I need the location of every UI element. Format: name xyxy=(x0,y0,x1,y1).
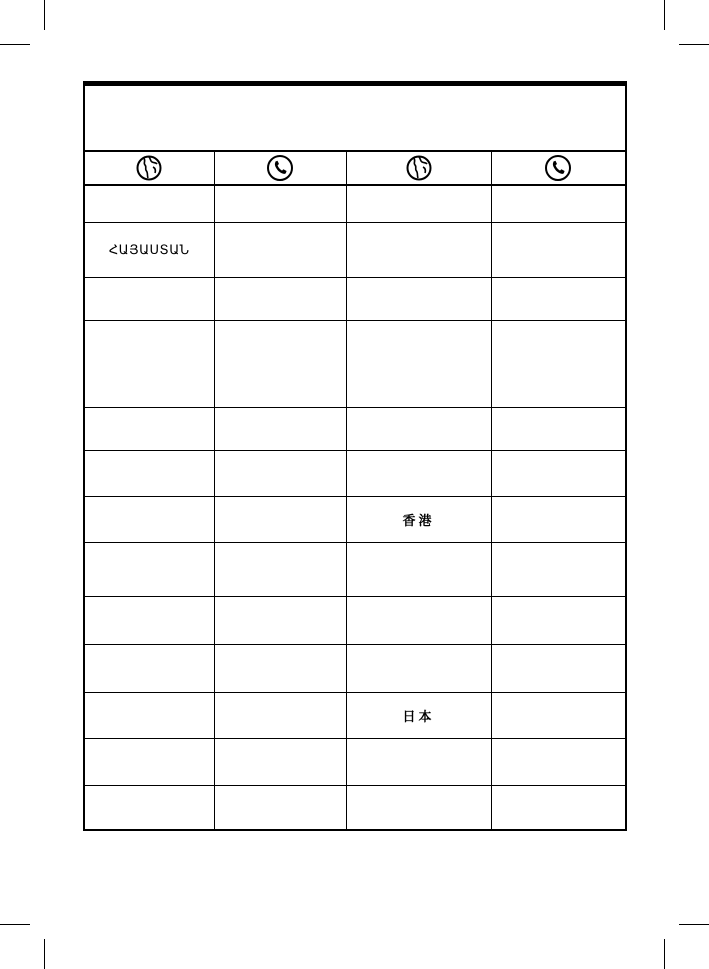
phone-cell xyxy=(214,542,346,596)
phone-cell xyxy=(214,496,346,542)
phone-cell xyxy=(214,222,346,277)
table-row xyxy=(85,542,625,596)
crop-mark xyxy=(44,0,45,30)
crop-mark xyxy=(44,939,45,969)
country-cell xyxy=(85,407,214,450)
country-cell xyxy=(346,596,491,644)
phone-cell xyxy=(491,496,625,542)
country-cell xyxy=(85,450,214,496)
globe-icon xyxy=(135,154,163,182)
country-cell xyxy=(346,185,491,222)
table-row xyxy=(85,738,625,785)
globe-icon xyxy=(405,154,433,182)
country-cell xyxy=(346,222,491,277)
country-cell xyxy=(346,277,491,320)
country-cell xyxy=(85,185,214,222)
phone-cell xyxy=(214,785,346,829)
country-cell xyxy=(85,738,214,785)
phone-column-header xyxy=(214,151,346,185)
crop-mark xyxy=(679,44,709,45)
country-column-header xyxy=(85,151,214,185)
phone-cell xyxy=(491,320,625,407)
phone-cell xyxy=(491,185,625,222)
table-row xyxy=(85,785,625,829)
table-row xyxy=(85,320,625,407)
phone-cell xyxy=(214,277,346,320)
phone-cell xyxy=(491,407,625,450)
phone-cell xyxy=(214,596,346,644)
country-cell xyxy=(85,596,214,644)
phone-cell xyxy=(214,450,346,496)
country-cell xyxy=(85,542,214,596)
country-cell xyxy=(85,277,214,320)
country-cell xyxy=(346,644,491,692)
table-row xyxy=(85,450,625,496)
country-cell xyxy=(346,785,491,829)
crop-mark xyxy=(679,924,709,925)
country-cell xyxy=(346,407,491,450)
country-cell xyxy=(346,542,491,596)
table-row xyxy=(85,407,625,450)
country-cell: 日本 xyxy=(346,692,491,738)
crop-mark xyxy=(0,924,30,925)
phone-cell xyxy=(491,596,625,644)
phone-cell xyxy=(491,692,625,738)
phone-cell xyxy=(491,542,625,596)
title-band xyxy=(85,86,625,150)
phone-column-header xyxy=(491,151,625,185)
phone-cell xyxy=(214,407,346,450)
phone-cell xyxy=(491,644,625,692)
phone-icon xyxy=(266,154,294,182)
phone-icon xyxy=(544,154,572,182)
phone-cell xyxy=(214,644,346,692)
country-cell xyxy=(85,496,214,542)
table-row xyxy=(85,222,625,277)
crop-mark xyxy=(0,44,30,45)
country-cell xyxy=(85,692,214,738)
table-row xyxy=(85,692,625,738)
country-cell xyxy=(85,785,214,829)
phone-cell xyxy=(214,320,346,407)
contact-table-sheet xyxy=(83,81,627,831)
country-cell: 香港 xyxy=(346,496,491,542)
table-row xyxy=(85,596,625,644)
table-row xyxy=(85,644,625,692)
table-row xyxy=(85,277,625,320)
crop-mark xyxy=(664,939,665,969)
phone-cell xyxy=(491,222,625,277)
phone-cell xyxy=(491,450,625,496)
table-row xyxy=(85,496,625,542)
country-cell xyxy=(85,320,214,407)
table-header-row xyxy=(85,151,625,185)
country-cell xyxy=(346,738,491,785)
phone-cell xyxy=(214,738,346,785)
phone-cell xyxy=(491,277,625,320)
country-phone-table xyxy=(85,150,625,829)
crop-mark xyxy=(664,0,665,30)
country-cell xyxy=(85,644,214,692)
phone-cell xyxy=(214,185,346,222)
phone-cell xyxy=(214,692,346,738)
phone-cell xyxy=(491,738,625,785)
table-row xyxy=(85,185,625,222)
country-cell xyxy=(346,450,491,496)
phone-cell xyxy=(491,785,625,829)
country-cell xyxy=(346,320,491,407)
country-column-header xyxy=(346,151,491,185)
country-cell: ՀԱՅԱՍՏԱՆ xyxy=(85,222,214,277)
